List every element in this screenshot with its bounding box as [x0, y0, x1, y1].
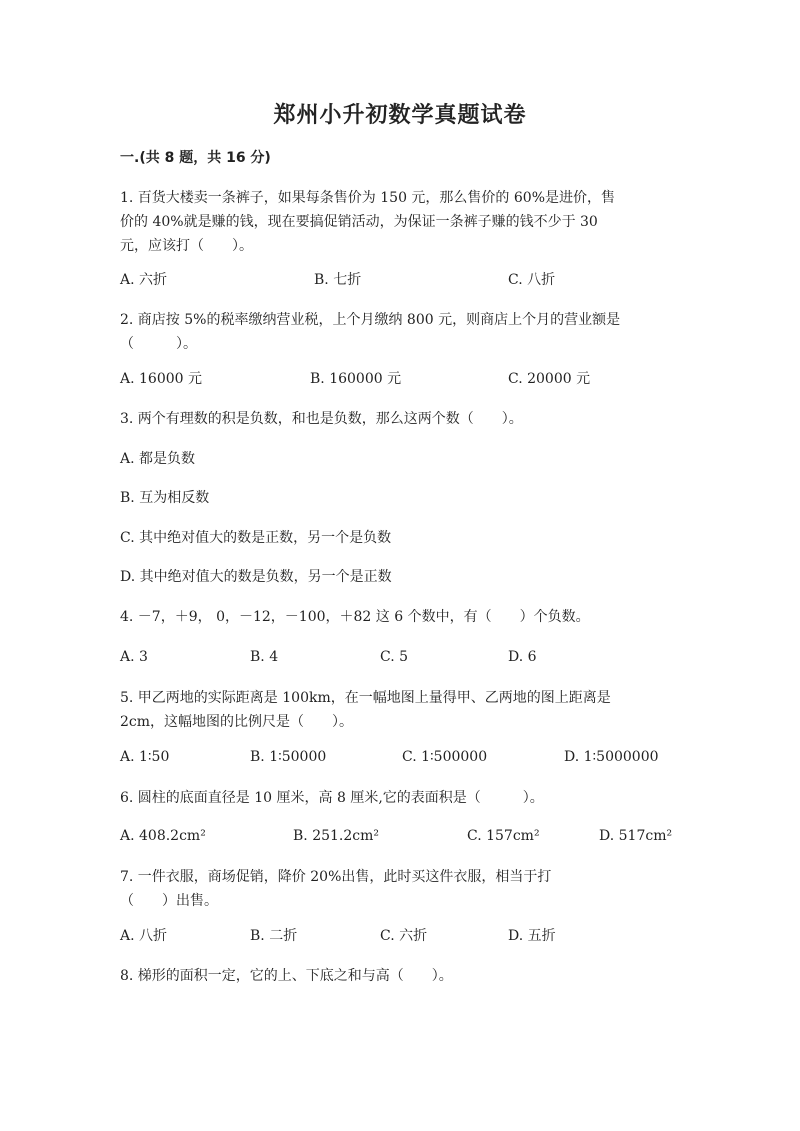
option-d: D. 517cm² — [599, 828, 673, 844]
section-heading: 一.(共 8 题，共 16 分) — [120, 150, 271, 166]
question-text-line: （ ）出售。 — [120, 893, 218, 909]
question-6 — [120, 786, 680, 810]
option-b: B. 七折 — [314, 272, 362, 288]
question-text-line: 2. 商店按 5%的税率缴纳营业税，上个月缴纳 800 元，则商店上个月的营业额是 — [120, 312, 621, 328]
option-c: C. 157cm² — [467, 828, 540, 844]
question-text-line: 8. 梯形的面积一定，它的上、下底之和与高（ ）。 — [120, 968, 453, 984]
question-text-line: 5. 甲乙两地的实际距离是 100km，在一幅地图上量得甲、乙两地的图上距离是 — [120, 690, 611, 706]
option-a: A. 都是负数 — [120, 451, 196, 467]
question-2 — [120, 308, 680, 356]
question-7 — [120, 865, 680, 913]
question-text-line: 2cm，这幅地图的比例尺是（ ）。 — [120, 714, 354, 730]
option-a: A. 16000 元 — [120, 371, 202, 387]
option-a: A. 六折 — [120, 272, 168, 288]
option-c: C. 六折 — [380, 928, 428, 944]
question-text-line: 6. 圆柱的底面直径是 10 厘米，高 8 厘米,它的表面积是（ ）。 — [120, 790, 544, 806]
option-d: D. 6 — [508, 649, 537, 665]
option-b: B. 互为相反数 — [120, 490, 210, 506]
option-c: C. 20000 元 — [508, 371, 591, 387]
option-b: B. 160000 元 — [310, 371, 402, 387]
question-8 — [120, 964, 680, 988]
option-a: A. 八折 — [120, 928, 168, 944]
option-d: D. 五折 — [508, 928, 556, 944]
option-a: A. 408.2cm² — [120, 828, 206, 844]
option-c: C. 1∶500000 — [402, 749, 488, 765]
option-c: C. 5 — [380, 649, 409, 665]
question-5 — [120, 686, 680, 734]
option-c: C. 其中绝对值大的数是正数，另一个是负数 — [120, 530, 392, 546]
option-a: A. 3 — [120, 649, 148, 665]
option-b: B. 251.2cm² — [293, 828, 379, 844]
question-4 — [120, 605, 680, 629]
question-1 — [120, 186, 680, 258]
option-b: B. 1∶50000 — [250, 749, 327, 765]
option-d: D. 其中绝对值大的数是负数，另一个是正数 — [120, 569, 392, 585]
page-title: 郑州小升初数学真题试卷 — [273, 103, 527, 128]
option-c: C. 八折 — [508, 272, 556, 288]
question-text-line: 元，应该打（ ）。 — [120, 238, 253, 254]
question-text-line: （ ）。 — [120, 336, 197, 352]
question-text-line: 4. －7，＋9， 0，－12，－100，＋82 这 6 个数中，有（ ）个负数。 — [120, 609, 590, 625]
option-a: A. 1∶50 — [120, 749, 170, 765]
option-b: B. 4 — [250, 649, 279, 665]
option-b: B. 二折 — [250, 928, 298, 944]
question-text-line: 3. 两个有理数的积是负数，和也是负数，那么这两个数（ ）。 — [120, 411, 523, 427]
question-3 — [120, 407, 680, 431]
question-text-line: 7. 一件衣服，商场促销，降价 20%出售，此时买这件衣服，相当于打 — [120, 869, 552, 885]
question-text-line: 价的 40%就是赚的钱，现在要搞促销活动，为保证一条裤子赚的钱不少于 30 — [120, 214, 598, 230]
option-d: D. 1∶5000000 — [564, 749, 659, 765]
question-text-line: 1. 百货大楼卖一条裤子，如果每条售价为 150 元，那么售价的 60%是进价，售 — [120, 190, 615, 206]
